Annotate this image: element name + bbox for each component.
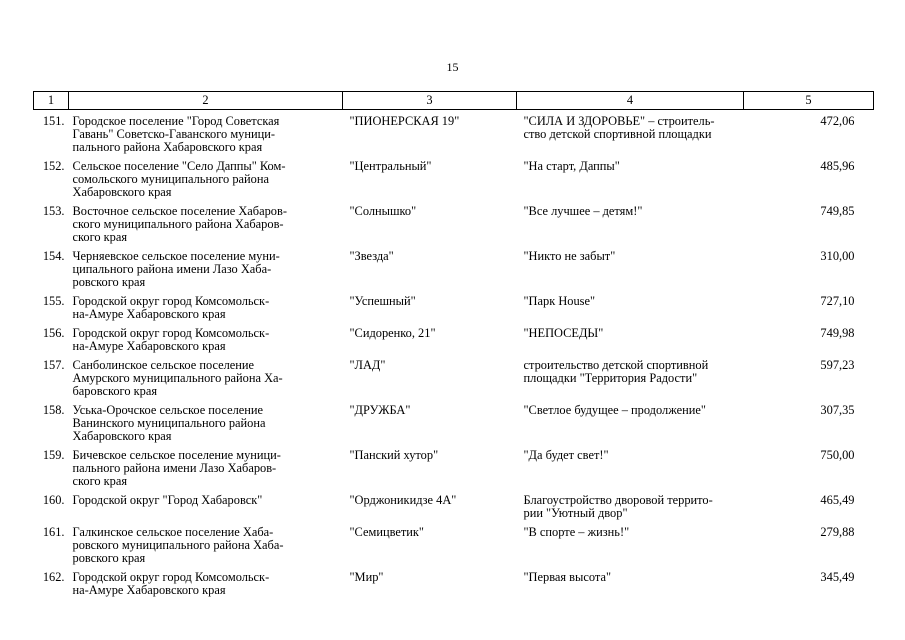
object-name <box>343 449 517 494</box>
municipality-name <box>69 250 343 295</box>
project-name <box>517 160 744 205</box>
amount-value: 310,00 <box>820 249 855 263</box>
table-row <box>34 494 874 526</box>
table-row <box>34 327 874 359</box>
object-name-line: "Центральный" <box>349 159 432 173</box>
municipality-name-line: на-Амуре Хабаровского края <box>72 339 226 353</box>
municipality-name-line: Сельское поселение "Село Даппы" Ком- <box>72 159 286 173</box>
project-name <box>517 205 744 250</box>
object-name <box>343 404 517 449</box>
table-row <box>34 359 874 404</box>
municipality-name-line: ского муниципального района Хабаров- <box>72 217 284 231</box>
table-body <box>34 110 874 604</box>
object-name <box>343 571 517 603</box>
municipality-name-line: Черняевское сельское поселение муни- <box>72 249 280 263</box>
table-row <box>34 526 874 571</box>
row-number: 162. <box>42 570 65 584</box>
object-name-line: "Мир" <box>349 570 384 584</box>
table-row <box>34 250 874 295</box>
municipality-name-line: ского края <box>72 474 128 488</box>
project-name-line: "Никто не забыт" <box>523 249 616 263</box>
municipality-name <box>69 494 343 526</box>
project-name <box>517 110 744 161</box>
object-name-line: "Солнышко" <box>349 204 417 218</box>
municipality-name-line: Амурского муниципального района Ха- <box>72 371 283 385</box>
municipality-name-line: Городской округ город Комсомольск- <box>72 326 270 340</box>
column-header: 3 <box>343 92 517 110</box>
object-name-line: "Успешный" <box>349 294 416 308</box>
municipality-name-line: пального района имени Лазо Хабаров- <box>72 461 277 475</box>
municipality-name-line: на-Амуре Хабаровского края <box>72 307 226 321</box>
object-name-line: "ЛАД" <box>349 358 386 372</box>
table-row <box>34 404 874 449</box>
object-name-line: "Звезда" <box>349 249 394 263</box>
table-row <box>34 160 874 205</box>
municipality-name-line: Уська-Орочское сельское поселение <box>72 403 264 417</box>
row-number: 154. <box>42 249 65 263</box>
municipality-name-line: Городской округ "Город Хабаровск" <box>72 493 263 507</box>
object-name <box>343 526 517 571</box>
project-name <box>517 526 744 571</box>
municipality-name-line: ровского края <box>72 551 146 565</box>
table-header-row <box>34 92 874 110</box>
object-name <box>343 160 517 205</box>
project-name <box>517 404 744 449</box>
municipality-name-line: пального района Хабаровского края <box>72 140 263 154</box>
object-name-line: "ПИОНЕРСКАЯ 19" <box>349 114 460 128</box>
project-name-line: строительство детской спортивной <box>523 358 709 372</box>
row-number: 153. <box>42 204 65 218</box>
page-number: 15 <box>446 60 459 74</box>
project-name-line: Благоустройство дворовой террито- <box>523 493 713 507</box>
row-number: 152. <box>42 159 65 173</box>
column-header: 5 <box>744 92 874 110</box>
municipality-name-line: ровского края <box>72 275 146 289</box>
municipality-name <box>69 571 343 603</box>
project-name-line: "НЕПОСЕДЫ" <box>523 326 604 340</box>
municipality-name-line: на-Амуре Хабаровского края <box>72 583 226 597</box>
amount-value: 750,00 <box>820 448 855 462</box>
municipality-name <box>69 160 343 205</box>
table-row <box>34 110 874 161</box>
project-name <box>517 359 744 404</box>
amount-value: 345,49 <box>820 570 855 584</box>
municipality-name <box>69 404 343 449</box>
project-name-line: "СИЛА И ЗДОРОВЬЕ" – строитель- <box>523 114 715 128</box>
table-row <box>34 205 874 250</box>
municipality-name-line: баровского края <box>72 384 158 398</box>
municipality-name-line: Хабаровского края <box>72 429 172 443</box>
amount-value: 465,49 <box>820 493 855 507</box>
amount-value: 472,06 <box>820 114 855 128</box>
row-number: 161. <box>42 525 65 539</box>
project-name <box>517 494 744 526</box>
municipality-name-line: ровского муниципального района Хаба- <box>72 538 284 552</box>
project-name <box>517 295 744 327</box>
municipality-name-line: Городской округ город Комсомольск- <box>72 570 270 584</box>
column-header: 4 <box>517 92 744 110</box>
row-number: 158. <box>42 403 65 417</box>
row-number: 151. <box>42 114 65 128</box>
row-number: 160. <box>42 493 65 507</box>
object-name-line: "Семицветик" <box>349 525 424 539</box>
project-name-line: "Да будет свет!" <box>523 448 609 462</box>
amount-value: 485,96 <box>820 159 855 173</box>
municipality-name <box>69 205 343 250</box>
project-name-line: "Парк House" <box>523 294 596 308</box>
municipality-name-line: Ванинского муниципального района <box>72 416 266 430</box>
amount-value: 307,35 <box>820 403 855 417</box>
project-name <box>517 449 744 494</box>
project-name-line: "Первая высота" <box>523 570 612 584</box>
municipality-name <box>69 327 343 359</box>
amount-value: 279,88 <box>820 525 855 539</box>
municipality-name-line: сомольского муниципального района <box>72 172 269 186</box>
object-name-line: "Панский хутор" <box>349 448 439 462</box>
column-header: 2 <box>69 92 343 110</box>
object-name <box>343 110 517 161</box>
amount-value: 749,98 <box>820 326 855 340</box>
municipality-name-line: Санболинское сельское поселение <box>72 358 255 372</box>
municipality-name <box>69 526 343 571</box>
object-name <box>343 205 517 250</box>
object-name-line: "Сидоренко, 21" <box>349 326 436 340</box>
object-name <box>343 359 517 404</box>
object-name <box>343 250 517 295</box>
object-name <box>343 327 517 359</box>
amount-value: 597,23 <box>820 358 855 372</box>
project-name-line: "Все лучшее – детям!" <box>523 204 643 218</box>
object-name-line: "Орджоникидзе 4А" <box>349 493 457 507</box>
municipality-name <box>69 295 343 327</box>
project-name-line: ство детской спортивной площадки <box>523 127 712 141</box>
municipality-name-line: ципального района имени Лазо Хаба- <box>72 262 272 276</box>
municipality-name-line: Бичевское сельское поселение муници- <box>72 448 281 462</box>
row-number: 159. <box>42 448 65 462</box>
project-name-line: "Светлое будущее – продолжение" <box>523 403 706 417</box>
municipality-name-line: Восточное сельское поселение Хабаров- <box>72 204 287 218</box>
project-name <box>517 327 744 359</box>
municipality-name <box>69 359 343 404</box>
row-number: 155. <box>42 294 65 308</box>
project-name-line: площадки "Территория Радости" <box>523 371 698 385</box>
row-number: 156. <box>42 326 65 340</box>
amount-value: 727,10 <box>820 294 855 308</box>
municipality-name <box>69 110 343 161</box>
municipality-name-line: Хабаровского края <box>72 185 172 199</box>
grants-table <box>33 91 874 603</box>
municipality-name-line: Галкинское сельское поселение Хаба- <box>72 525 274 539</box>
object-name-line: "ДРУЖБА" <box>349 403 411 417</box>
column-header: 1 <box>34 92 69 110</box>
object-name <box>343 295 517 327</box>
amount-value: 749,85 <box>820 204 855 218</box>
table-row <box>34 295 874 327</box>
municipality-name-line: Городской округ город Комсомольск- <box>72 294 270 308</box>
object-name <box>343 494 517 526</box>
row-number: 157. <box>42 358 65 372</box>
project-name-line: "В спорте – жизнь!" <box>523 525 630 539</box>
project-name <box>517 571 744 603</box>
municipality-name-line: Гавань" Советско-Гаванского муници- <box>72 127 276 141</box>
project-name-line: "На старт, Даппы" <box>523 159 620 173</box>
table-row <box>34 449 874 494</box>
table-row <box>34 571 874 603</box>
municipality-name-line: ского края <box>72 230 128 244</box>
project-name <box>517 250 744 295</box>
municipality-name <box>69 449 343 494</box>
municipality-name-line: Городское поселение "Город Советская <box>72 114 280 128</box>
project-name-line: рии "Уютный двор" <box>523 506 628 520</box>
grants-table-container <box>33 91 873 603</box>
